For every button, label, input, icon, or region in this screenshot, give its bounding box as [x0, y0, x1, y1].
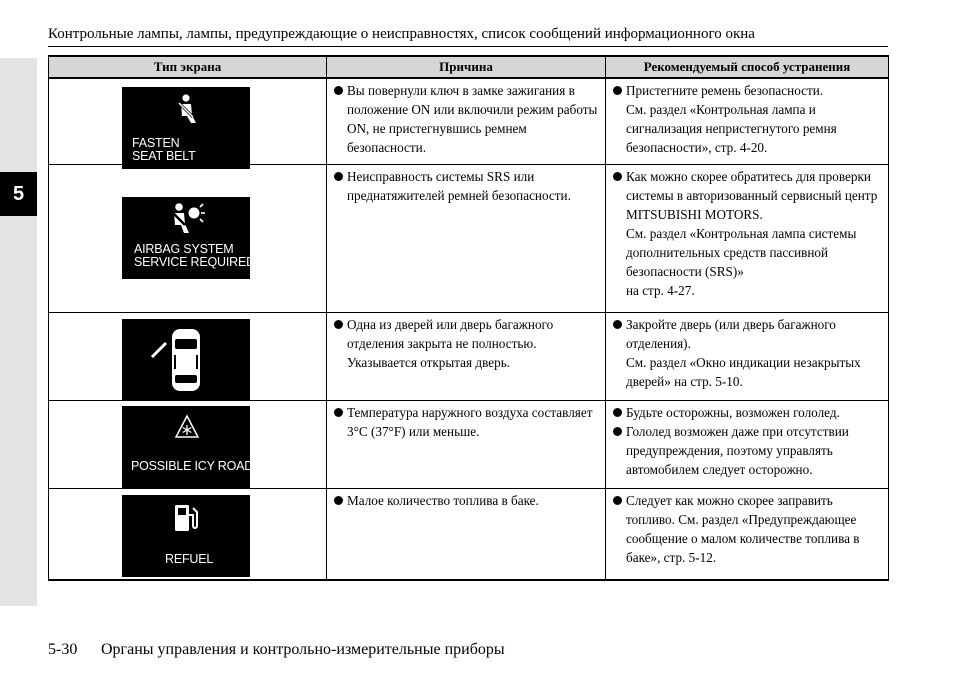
side-strip: [0, 58, 37, 606]
table-row: [49, 78, 889, 164]
screen-caption: FASTEN SEAT BELT: [132, 136, 196, 163]
remedy-text: Как можно скорее обратитесь для проверки системы в авторизованный сервисный центр MITSUBISHI MOTORS. См. раздел «Контрольная лампа системы дополнительных средств пассивной безопасности (SRS)» на стр. 4-27.: [606, 167, 888, 300]
screen-caption: AIRBAG SYSTEM SERVICE REQUIRED: [134, 241, 255, 269]
display-screen: [122, 495, 250, 577]
cause-text: Одна из дверей или дверь багажного отделения закрыта не полностью. Указывается открытая дверь.: [327, 315, 605, 372]
cause-cell: [327, 164, 606, 312]
remedy-text: Следует как можно скорее заправить топливо. См. раздел «Предупреждающее сообщение о малом количестве топлива в баке», стр. 5-12.: [606, 491, 888, 567]
table-row: [49, 164, 889, 312]
column-header-cause: Причина: [327, 56, 606, 78]
cause-text: Неисправность системы SRS или преднатяжителей ремней безопасности.: [327, 167, 605, 205]
page-number: 5-30: [48, 641, 78, 658]
screen-cell: [49, 312, 327, 400]
display-screen: [122, 319, 250, 401]
cause-cell: [327, 78, 606, 164]
screen-cell: [49, 78, 327, 164]
remedy-cell: [606, 488, 889, 580]
remedy-cell: [606, 78, 889, 164]
screen-cell: [49, 488, 327, 580]
cause-text: Температура наружного воздуха составляет 3°C (37°F) или меньше.: [327, 403, 605, 441]
cause-text: Вы повернули ключ в замке зажигания в положение ON или включили режим работы ON, не пристегнувшись ремнем безопасности.: [327, 81, 605, 157]
remedy-text: Будьте осторожны, возможен гололед.: [606, 403, 888, 422]
table-row: [49, 488, 889, 580]
snowflake-warning-icon: [174, 414, 200, 440]
column-header-screen: Тип экрана: [49, 56, 327, 78]
chapter-tab: 5: [0, 172, 37, 216]
remedy-cell: [606, 164, 889, 312]
screen-cell: [49, 164, 327, 312]
seatbelt-person-icon: [170, 93, 202, 125]
table-header-row: [49, 56, 889, 78]
remedy-text: Закройте дверь (или дверь багажного отделения). См. раздел «Окно индикации незакрытых дверей» на стр. 5-10.: [606, 315, 888, 391]
remedy-text: Гололед возможен даже при отсутствии предупреждения, поэтому управлять автомобилем следует осторожно.: [606, 422, 888, 479]
cause-cell: [327, 488, 606, 580]
screen-cell: [49, 400, 327, 488]
header-divider: [48, 46, 888, 47]
page-header-title: Контрольные лампы, лампы, предупреждающие о неисправностях, список сообщений информационного окна: [48, 26, 755, 42]
table-row: [49, 312, 889, 400]
cause-cell: [327, 400, 606, 488]
cause-text: Малое количество топлива в баке.: [327, 491, 605, 510]
fuel-pump-icon: [172, 502, 200, 534]
cause-cell: [327, 312, 606, 400]
message-table: [48, 55, 889, 581]
airbag-person-icon: [166, 201, 206, 235]
display-screen: [122, 87, 250, 169]
display-screen: [122, 406, 262, 488]
footer-section-title: Органы управления и контрольно-измерительные приборы: [101, 641, 505, 658]
screen-caption: REFUEL: [165, 551, 214, 566]
display-screen: [122, 197, 255, 279]
remedy-cell: [606, 400, 889, 488]
door-open-car-icon: [142, 325, 230, 395]
table-row: [49, 400, 889, 488]
remedy-text: Пристегните ремень безопасности. См. раздел «Контрольная лампа и сигнализация непристегнутого ремня безопасности», стр. 4-20.: [606, 81, 888, 157]
screen-caption: POSSIBLE ICY ROADS: [131, 458, 262, 473]
column-header-remedy: Рекомендуемый способ устранения: [606, 56, 889, 78]
remedy-cell: [606, 312, 889, 400]
